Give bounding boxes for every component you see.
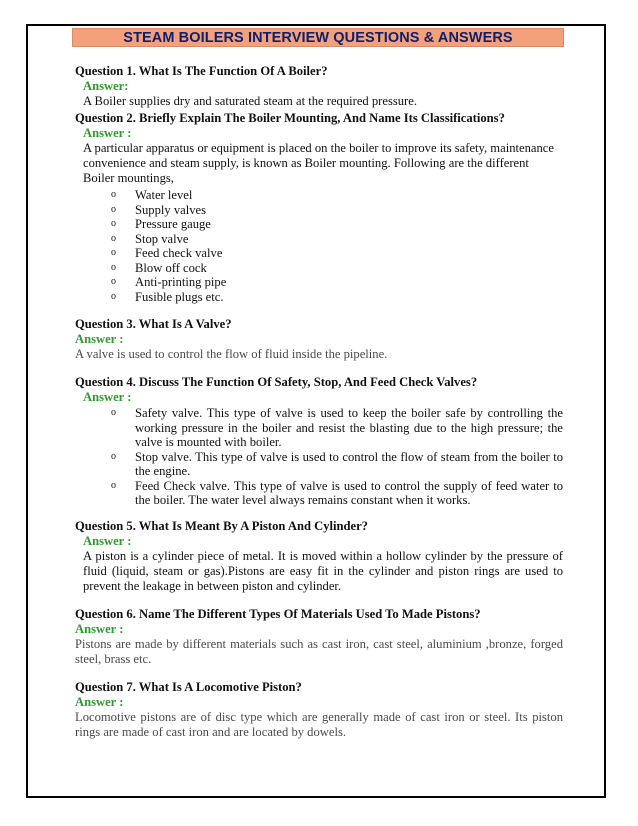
mountings-list (75, 188, 563, 304)
question-1: Question 1. What Is The Function Of A Boiler? (75, 64, 328, 78)
answer-text-3: A valve is used to control the flow of fluid inside the pipeline. (75, 347, 388, 361)
question-5: Question 5. What Is Meant By A Piston And Cylinder? (75, 518, 368, 533)
bullet-icon: o (111, 290, 116, 302)
bullet-icon: o (111, 407, 116, 418)
question-7: Question 7. What Is A Locomotive Piston? (75, 679, 302, 694)
bullet-icon: o (111, 247, 116, 258)
bullet-icon: o (111, 203, 116, 215)
answer-label-1: Answer: (83, 79, 129, 93)
answer-label-2: Answer : (83, 126, 132, 140)
answer-label-6: Answer : (75, 621, 124, 636)
list-item: o Safety valve. This type of valve is used to keep the boiler safe by controlling the working pressure in the boiler and resist the blasting due to the high pressure; the valve is mounted with boiler. (111, 406, 563, 449)
question-4: Question 4. Discuss The Function Of Safety, Stop, And Feed Check Valves? (75, 375, 478, 389)
answer-label-5: Answer : (83, 533, 132, 548)
list-item: o Blow off cock (111, 260, 207, 275)
qa-content (75, 64, 563, 740)
question-3: Question 3. What Is A Valve? (75, 317, 232, 331)
question-6: Question 6. Name The Different Types Of Materials Used To Made Pistons? (75, 606, 481, 621)
list-item: o Feed check valve (111, 246, 223, 260)
bullet-icon: o (111, 450, 116, 462)
answer-text-6: Pistons are made by different materials such as cast iron, cast steel, aluminium ,bronze, forged steel, brass etc. (75, 636, 563, 666)
answer-text-7: Locomotive pistons are of disc type which are generally made of cast iron or steel. Its piston rings are made of cast iron and are located by dowels. (75, 709, 563, 739)
page-title: STEAM BOILERS INTERVIEW QUESTIONS & ANSWERS (123, 29, 513, 46)
bullet-icon: o (111, 479, 116, 491)
list-item: o Pressure gauge (111, 217, 211, 231)
answer-label-7: Answer : (75, 694, 124, 709)
bullet-icon: o (111, 276, 116, 287)
bullet-icon: o (111, 189, 116, 200)
list-item: o Fusible plugs etc. (111, 289, 224, 304)
answer-label-3: Answer : (75, 332, 124, 346)
list-item: o Supply valves (111, 202, 207, 217)
answer-label-4: Answer : (83, 390, 132, 404)
answer-text-5: A piston is a cylinder piece of metal. It is moved within a hollow cylinder by the pressure of fluid (liquid, steam or gas).Pistons are easy fit in the cylinder and piston rings are used to prevent the leakage in between piston and cylinder. (83, 548, 563, 593)
list-item: o Water level (111, 188, 193, 202)
list-item: o Stop valve (111, 231, 189, 246)
list-item: o Feed Check valve. This type of valve is used to control the supply of feed water to the boiler. The water level always remains constant when it works. (111, 478, 563, 507)
valves-list (75, 406, 563, 508)
title-banner (72, 28, 564, 47)
bullet-icon: o (111, 218, 116, 229)
bullet-icon: o (111, 232, 116, 244)
list-item: o Stop valve. This type of valve is used to control the flow of steam from the boiler to the engine. (111, 449, 563, 478)
answer-text-2: A particular apparatus or equipment is placed on the boiler to improve its safety, maintenance convenience and steam supply, is known as Boiler mounting. Following are the different Boiler mountings, (83, 141, 554, 185)
list-item: o Anti-printing pipe (111, 275, 227, 289)
bullet-icon: o (111, 261, 116, 273)
answer-text-1: A Boiler supplies dry and saturated steam at the required pressure. (83, 94, 417, 108)
question-2: Question 2. Briefly Explain The Boiler Mounting, And Name Its Classifications? (75, 111, 505, 125)
